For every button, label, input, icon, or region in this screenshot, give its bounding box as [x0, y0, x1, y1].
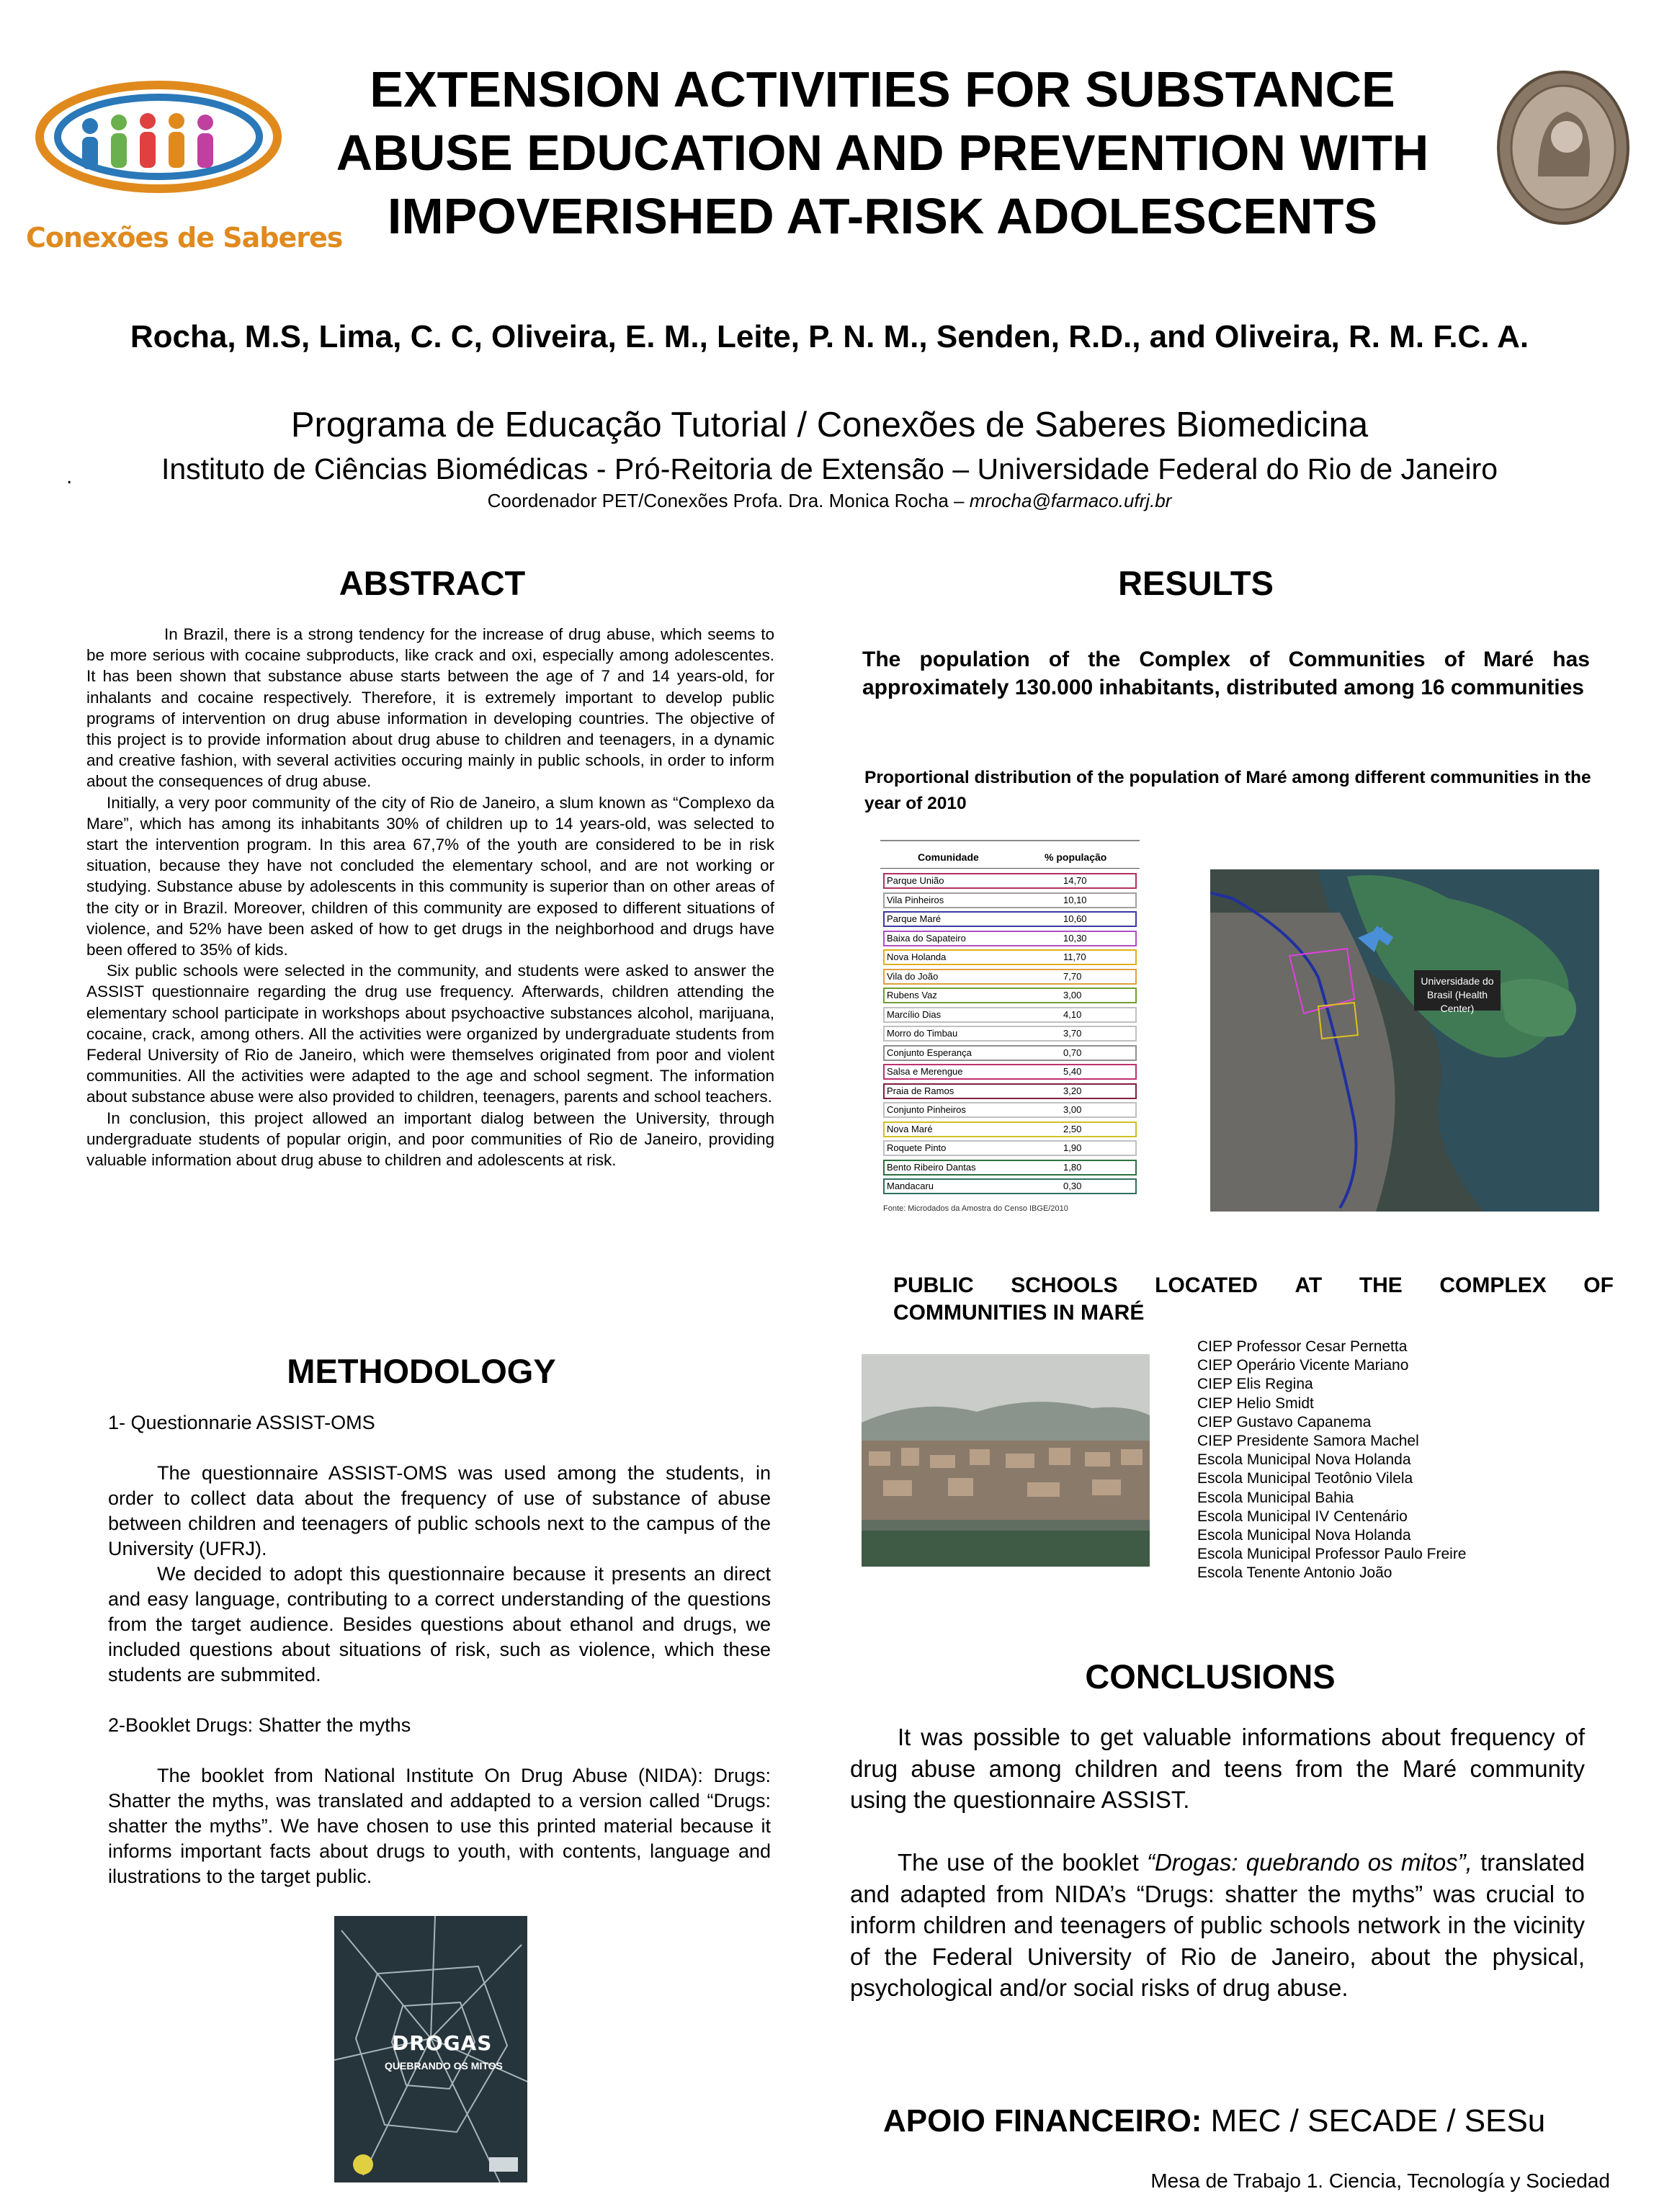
logo-text: Conexões de Saberes: [26, 222, 343, 254]
population-percent: 10,10: [1063, 894, 1087, 905]
conclusions-body: [850, 1721, 1585, 2004]
school-list-item: CIEP Professor Cesar Pernetta: [1197, 1338, 1408, 1355]
population-percent: 1,80: [1063, 1161, 1082, 1173]
school-list-item: CIEP Operário Vicente Mariano: [1197, 1357, 1409, 1374]
school-list-item: CIEP Helio Smidt: [1197, 1394, 1314, 1412]
conclusions-paragraph-2: [850, 1847, 1585, 2004]
table-row: [883, 969, 1137, 985]
community-name: Vila do João: [887, 970, 939, 982]
authors: Rocha, M.S, Lima, C. C, Oliveira, E. M., Leite, P. N. M., Senden, R.D., and Oliveira, R. M. F.C. A.: [130, 319, 1529, 354]
table-row: [883, 873, 1137, 889]
community-name: Baixa do Sapateiro: [887, 932, 966, 944]
community-name: Conjunto Pinheiros: [887, 1104, 966, 1115]
community-name: Mandacaru: [887, 1181, 934, 1191]
population-percent: 1,90: [1063, 1142, 1082, 1153]
school-list-item: Escola Tenente Antonio João: [1197, 1564, 1392, 1582]
community-name: Parque Maré: [887, 913, 942, 924]
schools-heading-word: PUBLIC: [893, 1273, 974, 1297]
community-name: Parque União: [887, 875, 944, 886]
abstract-paragraph: Six public schools were selected in the community, and students were asked to answer the ASSIST questionnaire regarding the drug use frequency. Afterwards, children attending the elementary school participate in workshops about psychoactive substances alcohol, marijuana, cocaine, crack, among others. All the activities were organized by undergraduate students from Federal University of Rio de Janeiro, which were themselves originated from poor and violent communities. All the activities were adapted to the age and school segment. The information about substance abuse were also provided to children, teenagers, parents and school teachers.: [86, 962, 774, 1106]
booklet-name: “Drogas: quebrando os mitos”,: [1146, 1849, 1472, 1876]
population-percent: 14,70: [1063, 875, 1087, 886]
methodology-heading: METHODOLOGY: [287, 1352, 556, 1390]
community-photo: [862, 1354, 1150, 1567]
program-name: Programa de Educação Tutorial / Conexões de Saberes Biomedicina: [290, 406, 1369, 444]
coordinator-email: mrocha@farmaco.ufrj.br: [969, 490, 1172, 511]
community-name: Conjunto Esperança: [887, 1047, 972, 1058]
map-label: Universidade do Brasil (Health Center): [1414, 970, 1501, 1011]
community-name: Rubens Vaz: [887, 990, 937, 1000]
table-row: [883, 911, 1137, 927]
school-list-item: CIEP Presidente Samora Machel: [1197, 1433, 1419, 1450]
table-row: [883, 949, 1137, 965]
table-row: [883, 1026, 1137, 1042]
table-row: [883, 1178, 1137, 1194]
community-name: Bento Ribeiro Dantas: [887, 1161, 976, 1173]
table-row: [883, 1007, 1137, 1023]
population-percent: 11,70: [1063, 951, 1086, 962]
abstract-paragraph: In conclusion, this project allowed an important dialog between the University, through undergraduate students of popular origin, and poor communities of Rio de Janeiro, providing valuable information about drug abuse to children and adolescents at risk.: [86, 1109, 774, 1170]
population-percent: 10,60: [1063, 913, 1087, 924]
table-row: [883, 1102, 1137, 1118]
table-row: [883, 1045, 1137, 1061]
abstract-paragraph: Initially, a very poor community of the city of Rio de Janeiro, a slum known as “Complexo da Mare”, which has among its inhabitants 30% of children up to 14 years-old, was selected to start the intervention program. In this area 67,7% of the youth are considered to be in risk situation, because they have not concluded the elementary school, and are not working or studying. Substance abuse by adolescents in this community is superior than on other areas of the city or in Brazil. Moreover, children of this community are exposed to different situations of violence, and 52% have been asked of how to get drugs in the neighborhood and drugs have been offered to 35% of kids.: [86, 793, 774, 959]
conclusions-text: The use of the booklet: [898, 1849, 1147, 1876]
conexoes-de-saberes-logo: [22, 58, 295, 230]
methodology-paragraph-1: The questionnaire ASSIST-OMS was used among the students, in order to collect data about the frequency of use of substance of abuse between children and teenagers of public schools next to the campus of the University (UFRJ).: [108, 1462, 771, 1559]
school-list-item: Escola Municipal Professor Paulo Freire: [1197, 1546, 1467, 1563]
abstract-body: [86, 624, 774, 1170]
results-lead: The population of the Complex of Communities of Maré has approximately 130.000 inhabitants, distributed among 16 communities: [862, 648, 1590, 699]
population-percent: 7,70: [1063, 970, 1082, 982]
methodology-paragraph-3: The booklet from National Institute On Drug Abuse (NIDA): Drugs: Shatter the myths, was translated and addapted to a version called “Drugs: shatter the myths”. We have chosen to use this printed material because it informs important facts about drugs to youth, with contents, language and ilustrations to the target public.: [108, 1765, 771, 1887]
schools-heading-word: AT: [1294, 1273, 1323, 1297]
poster-title: [288, 58, 1477, 248]
school-list-item: Escola Municipal IV Centenário: [1197, 1508, 1408, 1525]
school-list-item: Escola Municipal Teotônio Vilela: [1197, 1470, 1413, 1487]
methodology-subheading-1: 1- Questionnarie ASSIST-OMS: [108, 1412, 375, 1433]
abstract-heading: ABSTRACT: [339, 564, 526, 602]
table-row: [883, 1064, 1137, 1080]
table-row: [883, 1083, 1137, 1099]
table-row: [883, 1160, 1137, 1176]
schools-heading-word: OF: [1583, 1273, 1614, 1297]
university-seal: [1495, 68, 1632, 227]
funding-line: [883, 2103, 1545, 2139]
satellite-map-graphic: [1210, 869, 1599, 1212]
population-percent: 2,50: [1063, 1123, 1082, 1134]
title-line-1: EXTENSION ACTIVITIES FOR SUBSTANCE: [370, 61, 1395, 117]
schools-heading-line-2: COMMUNITIES IN MARÉ: [893, 1301, 1145, 1325]
schools-heading-word: COMPLEX: [1439, 1273, 1547, 1297]
schools-heading: [893, 1272, 1614, 1327]
community-name: Morro do Timbau: [887, 1028, 958, 1039]
community-name: Salsa e Merengue: [887, 1066, 963, 1077]
schools-heading-word: LOCATED: [1155, 1273, 1258, 1297]
institute-name: Instituto de Ciências Biomédicas - Pró-Reitoria de Extensão – Universidade Federal do Rio de Janeiro: [161, 452, 1498, 485]
funding-value: MEC / SECADE / SESu: [1202, 2103, 1546, 2139]
schools-heading-word: THE: [1359, 1273, 1403, 1297]
population-percent: 4,10: [1063, 1008, 1082, 1020]
conclusions-text: translated and adapted from NIDA’s “Drugs: shatter the myths” was crucial to inform children and teenagers of public schools network in the vicinity of the Federal University of Rio de Janeiro, about the physical, psychological and/or social risks of drug abuse.: [850, 1849, 1586, 2001]
booklet-subtitle: QUEBRANDO OS MITOS: [385, 2060, 503, 2072]
conclusions-heading: CONCLUSIONS: [1085, 1657, 1336, 1696]
community-name: Roquete Pinto: [887, 1142, 947, 1153]
table-row: [883, 1140, 1137, 1156]
table-note: Mesa de Trabajo 1. Ciencia, Tecnología y Sociedad: [1150, 2170, 1610, 2192]
school-list-item: Escola Municipal Nova Holanda: [1197, 1527, 1411, 1544]
population-table: [880, 836, 1143, 1224]
table-row: [883, 892, 1137, 908]
population-percent: 5,40: [1063, 1066, 1082, 1077]
methodology-paragraph-2: We decided to adopt this questionnaire because it presents an direct and easy language, contributing to a correct understanding of the questions from the target audience. Besides questions about ethanol and drugs, we included questions about situations of risk, such as violence, which these students are submmited.: [108, 1563, 771, 1685]
population-percent: 3,70: [1063, 1028, 1082, 1039]
population-percent: 3,00: [1063, 1104, 1082, 1115]
population-percent: 10,30: [1063, 932, 1087, 944]
coordinator: Coordenador PET/Conexões Profa. Dra. Monica Rocha –: [487, 490, 965, 511]
community-name: Praia de Ramos: [887, 1085, 954, 1096]
table-header-percent: % população: [1045, 851, 1107, 863]
school-list-item: CIEP Elis Regina: [1197, 1376, 1313, 1393]
table-source: Fonte: Microdados da Amostra do Censo IBGE/2010: [883, 1204, 1068, 1213]
school-list-item: Escola Municipal Nova Holanda: [1197, 1451, 1411, 1469]
community-name: Vila Pinheiros: [887, 894, 944, 905]
table-header-community: Comunidade: [918, 851, 979, 863]
methodology-subheading-2: 2-Booklet Drugs: Shatter the myths: [108, 1714, 411, 1736]
conclusions-paragraph-1: It was possible to get valuable informations about frequency of drug abuse among children and teens from the Maré community using the questionnaire ASSIST.: [850, 1724, 1585, 1813]
booklet-title: DROGAS: [392, 2031, 493, 2055]
school-list-item: CIEP Gustavo Capanema: [1197, 1413, 1372, 1430]
methodology-body: [108, 1410, 771, 1889]
population-percent: 3,00: [1063, 990, 1082, 1000]
table-row: [883, 988, 1137, 1003]
community-name: Marcílio Dias: [887, 1008, 942, 1020]
school-list-item: Escola Municipal Bahia: [1197, 1489, 1354, 1506]
stray-dot: .: [66, 465, 73, 488]
community-name: Nova Maré: [887, 1123, 933, 1134]
schools-heading-word: SCHOOLS: [1011, 1273, 1118, 1297]
results-heading: RESULTS: [1118, 564, 1274, 602]
funding-label: APOIO FINANCEIRO:: [883, 2103, 1202, 2139]
table-row: [883, 1121, 1137, 1137]
population-percent: 3,20: [1063, 1085, 1082, 1096]
coordinator-line: [0, 490, 1659, 512]
school-list: [1197, 1338, 1601, 1583]
booklet-cover-image: [334, 1916, 527, 2182]
community-name: Nova Holanda: [887, 951, 947, 962]
population-percent: 0,30: [1063, 1181, 1082, 1191]
title-line-3: IMPOVERISHED AT-RISK ADOLESCENTS: [387, 188, 1378, 244]
mare-map-image: [1210, 869, 1599, 1212]
community-photo-graphic: [862, 1354, 1150, 1567]
table-row: [883, 931, 1137, 946]
title-line-2: ABUSE EDUCATION AND PREVENTION WITH: [336, 125, 1429, 181]
abstract-paragraph: In Brazil, there is a strong tendency for the increase of drug abuse, which seems to be more serious with cocaine subproducts, like crack and oxi, especially among adolescentes. It has been shown that substance abuse starts between the age of 7 and 14 years-old, for inhalants and cocaine respectively. Therefore, it is extremely important to develop public programs of intervention on drug abuse information in developing countries. The objective of this project is to provide information about drug abuse to children and teenagers, in a dynamic and creative fashion, with several activities occuring mainly in public schools, in order to inform about the consequences of drug abuse.: [86, 625, 774, 791]
chart-title: Proportional distribution of the population of Maré among different communities in the year of 2010: [864, 768, 1591, 813]
population-percent: 0,70: [1063, 1047, 1082, 1058]
